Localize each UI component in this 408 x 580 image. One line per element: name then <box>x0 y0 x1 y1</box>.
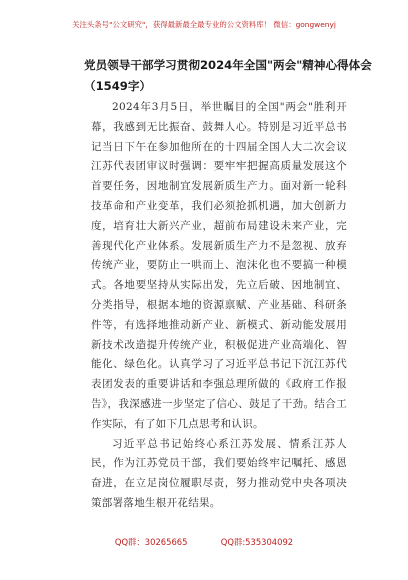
paragraph-2: 习近平总书记始终心系江苏发展、情系江苏人民，作为江苏党员干部，我们要始终牢记嘱托、感恩奋进，在立足岗位履职尽责，努力推动党中央各项决策部署落地生根开花结果。 <box>91 437 347 509</box>
footer-qq-group-1: QQ群：30265665 <box>114 537 188 547</box>
document-title: 党员领导干部学习贯彻2024年全国"两会"精神心得体会 <box>84 58 372 72</box>
paragraph-1: 2024年3月5日，举世瞩目的全国"两会"胜利开幕，我感到无比振奋、鼓舞人心。特别是习近平总书记当日下午在参加他所在的十四届全国人大二次会议江苏代表团审议时强调：要牢牢把握高质量发展这个首要任务，因地制宜发展新质生产力。面对新一轮科技革命和产业变革，我们必须抢抓机遇，加大创新力度，培育壮大新兴产业，超前布局建设未来产业，完善现代化产业体系。发展新质生产力不是忽视、放弃传统产业，要防止一哄而上、泡沫化也不要搞一种模式。各地要坚持从实际出发，先立后破、因地制宜、分类指导，根据本地的资源禀赋、产业基础、科研条件等，有选择地推动新产业、新模式、新动能发展用新技术改造提升传统产业，积极促进产业高端化、智能化、绿色化。认真学习了习近平总书记下沉江苏代表团发表的重要讲话和李强总理所做的《政府工作报告》，我深感进一步坚定了信心、鼓足了干劲。结合工作实际，有了如下几点思考和认识。 <box>91 101 347 430</box>
document-body <box>91 98 347 514</box>
header-banner: 关注头条号"公文研究"，获得最新最全最专业的公文资料库！ 微信：gongwenyj <box>72 20 336 29</box>
word-count: （1549字） <box>84 79 152 93</box>
footer <box>0 536 408 548</box>
footer-qq-group-2: QQ群:535304092 <box>220 537 294 547</box>
